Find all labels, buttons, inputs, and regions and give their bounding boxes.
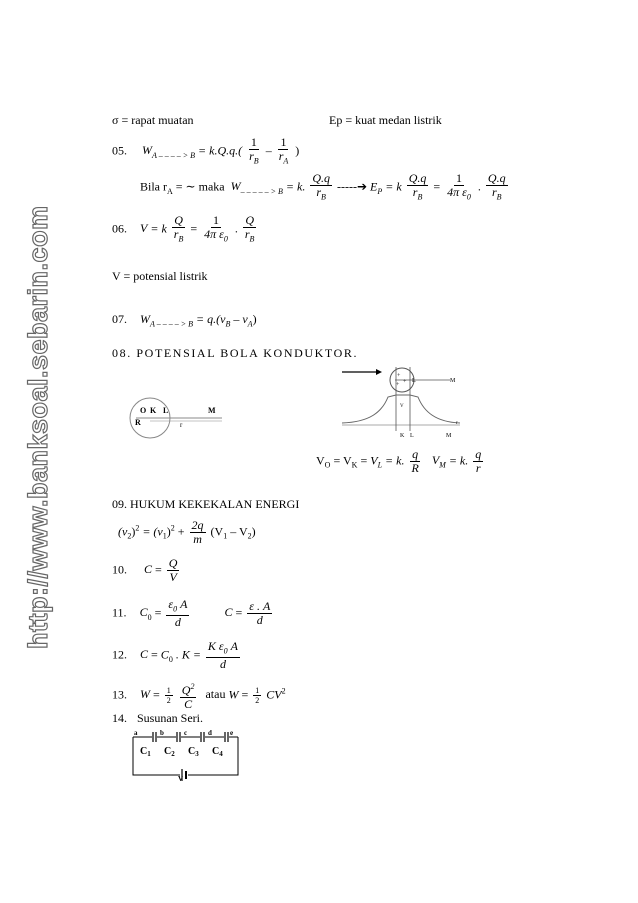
sphere-figure-left bbox=[128, 396, 224, 442]
formula-07: 07. $W_{A - - - - > B} = q.(v_B - v_A)$ bbox=[112, 312, 257, 329]
ep-definition: Ep = kuat medan listrik bbox=[329, 113, 442, 127]
heading-08: 08. POTENSIAL BOLA KONDUKTOR. bbox=[112, 346, 359, 360]
potential-curve bbox=[342, 395, 460, 423]
formula-13: 13. W = $\frac{1}{2}$ $\frac{Q^2}{C}$ atau W = $\frac{1}{2}$ $CV^2$ bbox=[112, 682, 286, 711]
svg-text:M: M bbox=[446, 433, 452, 439]
formula-11: 11. $C_0$ = $\frac{\varepsilon_0 A}{d}$ C = $\frac{\varepsilon . A}{d}$ bbox=[112, 597, 271, 630]
sigma-definition: σ = rapat muatan bbox=[112, 113, 194, 127]
node-label-c: c bbox=[184, 729, 188, 737]
arrow: -----➔ bbox=[337, 179, 368, 194]
svg-text:+: + bbox=[396, 382, 400, 388]
node-label-e: e bbox=[230, 729, 234, 737]
capacitor-label-4: $C_4$ bbox=[212, 746, 223, 758]
label-K: K bbox=[400, 433, 405, 439]
label-R: R bbox=[135, 418, 141, 427]
label-r: r bbox=[180, 421, 183, 429]
label-r: r bbox=[456, 421, 458, 426]
voltage-label: V bbox=[178, 775, 184, 781]
fraction: $\frac{1}{r_A}$ bbox=[278, 135, 289, 166]
potential-graph-right bbox=[340, 367, 462, 439]
formula-potential-values: $V_O = V_K = V_L = k$. $\frac{q}{R}$ $V_M = k$. $\frac{q}{r}$ bbox=[316, 447, 482, 475]
item-number: 05. bbox=[112, 143, 127, 158]
heading-09: 09. HUKUM KEKEKALAN ENERGI bbox=[112, 497, 300, 511]
item-number: 06. bbox=[112, 221, 127, 236]
svg-text:L: L bbox=[410, 433, 414, 439]
series-circuit-diagram bbox=[130, 729, 242, 781]
capacitor-label-1: $C_1$ bbox=[140, 746, 151, 758]
capacitor-label-2: $C_2$ bbox=[164, 746, 175, 758]
node-label-d: d bbox=[208, 729, 212, 737]
label-L: L bbox=[412, 378, 416, 384]
label-M: M bbox=[450, 378, 456, 384]
v-definition: V = potensial listrik bbox=[112, 269, 208, 283]
item-number: 07. bbox=[112, 312, 127, 326]
formula-05: 05. $W_{A - - - - > B} = k.Q.q$.( $\frac{1}{r_B}$ – $\frac{1}{r_A}$ ) bbox=[112, 135, 300, 166]
label-O: O bbox=[140, 406, 147, 415]
label-M: M bbox=[208, 406, 216, 415]
node-label-b: b bbox=[160, 729, 164, 737]
node-label-a: a bbox=[134, 729, 138, 737]
svg-text:+: + bbox=[403, 379, 407, 385]
label-L: L bbox=[163, 406, 169, 415]
formula-bila: Bila $r_A$ = ∼ maka $W_{- - - - - > B} = k$. $\frac{Q.q}{r_B}$ -----➔ $E_P = k$ $\frac{Q.q}{r_B}$ = $\frac{1}{4\pi \varepsilon_0}$ . $\frac{Q.q}{r_B}$ bbox=[140, 171, 506, 202]
capacitor-label-3: $C_3$ bbox=[188, 746, 199, 758]
heading-14: 14. Susunan Seri. bbox=[112, 711, 203, 725]
svg-text:+: + bbox=[397, 373, 401, 379]
label-K: K bbox=[150, 406, 157, 415]
formula-10: 10. C = $\frac{Q}{V}$ bbox=[112, 556, 178, 584]
formula-12: 12. $C = C_0$ . K = $\frac{K \varepsilon_0 A}{d}$ bbox=[112, 639, 238, 672]
formula-06: 06. V = k $\frac{Q}{r_B}$ = $\frac{1}{4\pi \varepsilon_0}$ . $\frac{Q}{r_B}$ bbox=[112, 213, 255, 244]
label-V: V bbox=[400, 404, 404, 409]
watermark: http://www.banksoal.sebarin.com bbox=[23, 205, 53, 649]
formula-09: $(v_2)^2 = (v_1)^2$ + $\frac{2q}{m}$ $(V_1 - V_2)$ bbox=[118, 518, 256, 546]
fraction: $\frac{1}{r_B}$ bbox=[249, 135, 259, 166]
